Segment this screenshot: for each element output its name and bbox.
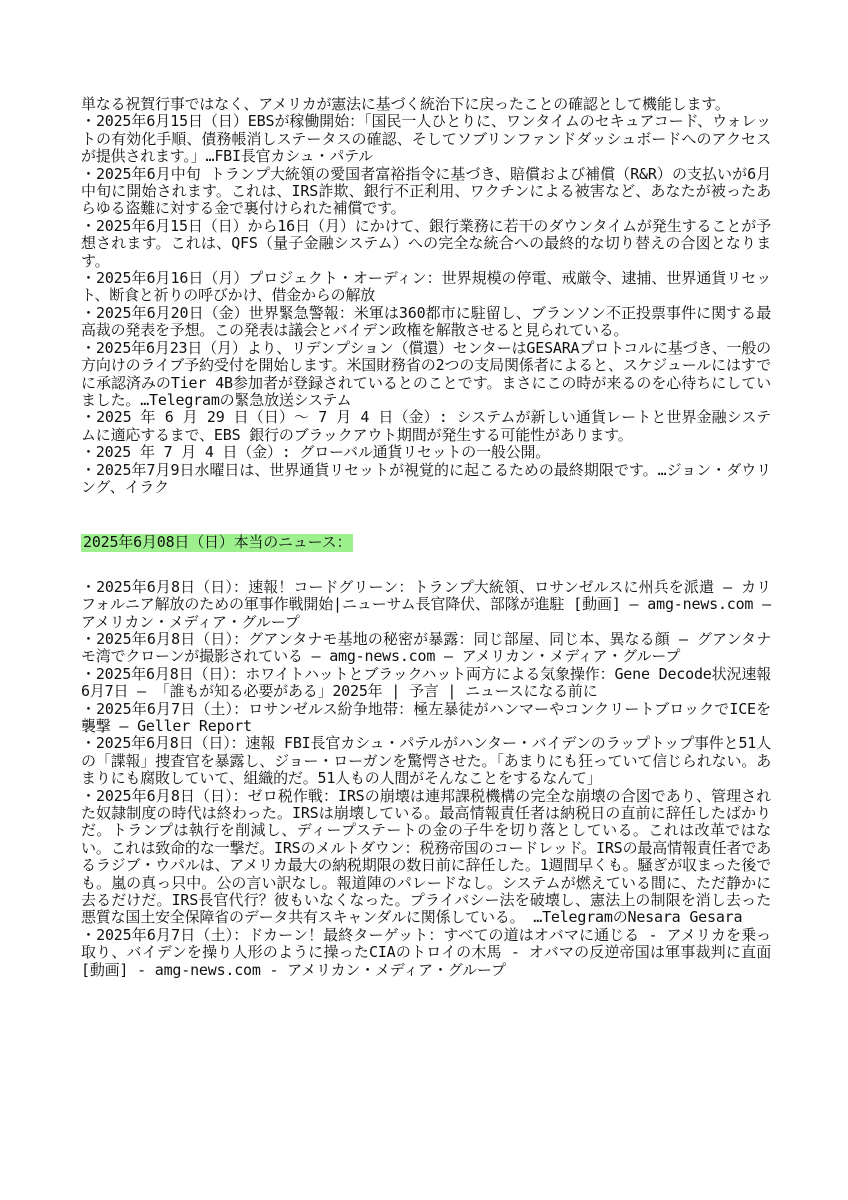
list-item: ・2025年6月8日（日）：速報 FBI長官カシュ・パテルがハンター・バイデンのラップトップ事件と51人の「諜報」捜査官を暴露し、ジョー・ローガンを驚愕させた。「あまりにも狂っていて信じられない。あまりにも腐敗していて、組織的だ。51人もの人間がそんなことをするなんて」 xyxy=(81,734,771,788)
section-upcoming-events xyxy=(81,96,771,496)
section-heading: 2025年6月08日（日）本当のニュース： xyxy=(83,533,352,552)
list-item: ・2025年6月8日（日）：速報！コードグリーン：トランプ大統領、ロサンゼルスに州兵を派遣 — カリフォルニア解放のための軍事作戦開始|ニューサム長官降伏、部隊が進駐 [動画] — amg-news.com — アメリカン・メディア・グループ xyxy=(81,577,771,631)
list-item: ・2025年6月15日（日）EBSが稼働開始：「国民一人ひとりに、ワンタイムのセキュアコード、ウォレットの有効化手順、債務帳消しステータスの確認、そしてソブリンファンドダッシュボードへのアクセスが提供されます。」…FBI長官カシュ・パテル xyxy=(81,112,771,166)
list-item: ・2025年6月8日（日）：ホワイトハットとブラックハット両方による気象操作：Gene Decode状況速報 6月7日 — 「誰もが知る必要がある」2025年 | 予言 | ニュースになる前に xyxy=(81,664,771,701)
list-item: ・2025年6月8日（日）：ゼロ税作戦：IRSの崩壊は連邦課税機構の完全な崩壊の合図であり、管理された奴隷制度の時代は終わった。IRSは崩壊している。最高情報責任者は納税日の直前に辞任したばかりだ。トランプは執行を削減し、ディープステートの金の子牛を切り落としている。これは改革ではない。これは致命的な一撃だ。IRSのメルトダウン：税務帝国のコードレッド。IRSの最高情報責任者であるラジブ・ウパルは、アメリカ最大の納税期限の数日前に辞任した。1週間早くも。騒ぎが収まった後でも。嵐の真っ只中。公の言い訳なし。報道陣のパレードなし。システムが燃えている間に、ただ静かに去るだけだ。IRS長官代行？彼もいなくなった。プライバシー法を破壊し、憲法上の制限を消し去った悪質な国土安全保障省のデータ共有スキャンダルに関係している。 …TelegramのNesara Gesara xyxy=(81,786,771,927)
list-item: ・2025年6月7日（土）：ロサンゼルス紛争地帯：極左暴徒がハンマーやコンクリートブロックでICEを襲撃 — Geller Report xyxy=(81,699,771,735)
paragraph: 単なる祝賀行事ではなく、アメリカが憲法に基づく統治下に戻ったことの確認として機能します。 xyxy=(81,95,730,113)
list-item: ・2025年6月8日（日）：グアンタナモ基地の秘密が暴露：同じ部屋、同じ本、異なる顔 — グアンタナモ湾でクローンが撮影されている — amg-news.com — アメリカン・メディア・グループ xyxy=(81,629,771,666)
section-real-news xyxy=(81,579,771,979)
section-heading-wrapper xyxy=(81,534,771,551)
document-page xyxy=(81,96,771,979)
list-item: ・2025年6月7日（土）：ドカーン！最終ターゲット：すべての道はオバマに通じる - アメリカを乗っ取り、バイデンを操り人形のように操ったCIAのトロイの木馬 - オバマの反逆帝国は軍事裁判に直面 [動画] - amg-news.com - アメリカン・メディア・グループ xyxy=(81,925,771,979)
list-item: ・2025年7月9日水曜日は、世界通貨リセットが視覚的に起こるための最終期限です。…ジョン・ダウリング、イラク xyxy=(81,460,771,496)
spacer xyxy=(81,552,771,579)
list-item: ・2025年6月中旬 トランプ大統領の愛国者富裕指令に基づき、賠償および補償（R&R）の支払いが6月中旬に開始されます。これは、IRS詐欺、銀行不正利用、ワクチンによる被害など、あなたが被ったあらゆる盗難に対する金で裏付けられた補償です。 xyxy=(81,164,771,218)
list-item: ・2025年6月23日（月）より、リデンプション（償還）センターはGESARAプロトコルに基づき、一般の方向けのライブ予約受付を開始します。米国財務省の2つの支局関係者によると、スケジュールにはすでに承認済みのTier 4B参加者が登録されているとのことです。まさにこの時が来るのを心待ちにしていました。…Telegramの緊急放送システム xyxy=(81,338,771,409)
list-item: ・2025年6月16日（月）プロジェクト・オーディン：世界規模の停電、戒厳令、逮捕、世界通貨リセット、断食と祈りの呼びかけ、借金からの解放 xyxy=(81,269,771,305)
list-item: ・2025 年 6 月 29 日（日）～ 7 月 4 日（金）: システムが新しい通貨レートと世界金融システムに適応するまで、EBS 銀行のブラックアウト期間が発生する可能性があります。 xyxy=(81,408,771,444)
list-item: ・2025 年 7 月 4 日（金）: グローバル通貨リセットの一般公開。 xyxy=(81,443,551,462)
list-item: ・2025年6月15日（日）から16日（月）にかけて、銀行業務に若干のダウンタイムが発生することが予想されます。これは、QFS（量子金融システム）への完全な統合への最終的な切り替えの合図となります。 xyxy=(81,216,771,270)
list-item: ・2025年6月20日（金）世界緊急警報：米軍は360都市に駐留し、ブランソン不正投票事件に関する最高裁の発表を予想。この発表は議会とバイデン政権を解散させると見られている。 xyxy=(81,303,771,340)
spacer xyxy=(81,496,771,534)
